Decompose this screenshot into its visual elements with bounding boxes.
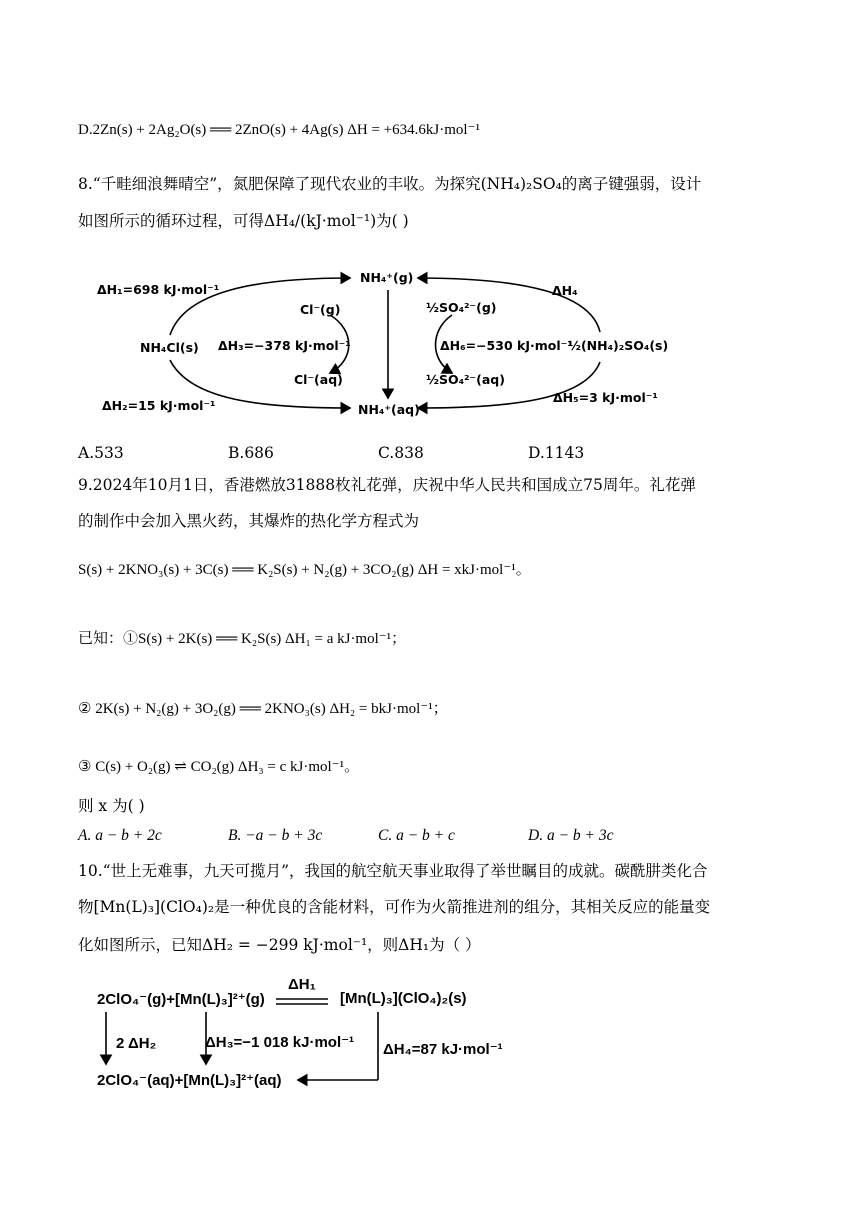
q8-dh1-label: ΔH₁=698 kJ·mol⁻¹ [97, 282, 220, 297]
q10-dh3-label: ΔH₃=−1 018 kJ·mol⁻¹ [205, 1034, 355, 1051]
q8-nh4-aq-label: NH₄⁺(aq) [358, 402, 420, 417]
q10-stem-line2: 物[Mn(L)₃](ClO₄)₂是一种优良的含能材料，可作为火箭推进剂的组分，其相关反应的能量变 [78, 898, 711, 916]
q10-top-right-label: [Mn(L)₃](ClO₄)₂(s) [340, 990, 467, 1007]
q8-cl-aq-label: Cl⁻(aq) [294, 372, 343, 387]
q7-option-d-equation: 2Zn(s) + 2Ag₂O(s) ══ 2ZnO(s) + 4Ag(s) ΔH = +634.6kJ·mol⁻¹ [92, 122, 480, 138]
q10-top-left-label: 2ClO₄⁻(g)+[Mn(L)₃]²⁺(g) [97, 991, 265, 1008]
q8-option-a[interactable]: A.533 [78, 444, 124, 462]
q8-option-d[interactable]: D.1143 [528, 444, 585, 462]
q8-so4-aq-label: ½SO₄²⁻(aq) [426, 372, 505, 387]
q9-option-b[interactable]: B. −a − b + 3c [228, 827, 323, 844]
q10-bottom-label: 2ClO₄⁻(aq)+[Mn(L)₃]²⁺(aq) [97, 1072, 282, 1089]
q8-dh6-label: ΔH₆=−530 kJ·mol⁻¹ [440, 338, 573, 353]
q8-cl-g-label: Cl⁻(g) [300, 302, 341, 317]
q9-stem-line2: 的制作中会加入黑火药，其爆炸的热化学方程式为 [78, 512, 420, 530]
q9-stem-line1: 9.2024年10月1日，香港燃放31888枚礼花弹，庆祝中华人民共和国成立75周年。礼花弹 [78, 476, 696, 494]
q8-stem-line1: 8.“千畦细浪舞晴空”，氮肥保障了现代农业的丰收。为探究(NH₄)₂SO₄的离子键强弱，设计 [78, 175, 702, 193]
q9-equation: S(s) + 2KNO₃(s) + 3C(s) ══ K₂S(s) + N₂(g) + 3CO₂(g) ΔH = xkJ·mol⁻¹。 [78, 562, 531, 578]
q8-dh2-label: ΔH₂=15 kJ·mol⁻¹ [102, 398, 216, 413]
q9-option-c[interactable]: C. a − b + c [378, 827, 455, 844]
q9-known-3: ③ C(s) + O₂(g) ⇌ CO₂(g) ΔH₃ = c kJ·mol⁻¹。 [78, 759, 360, 775]
q8-option-c[interactable]: C.838 [378, 444, 424, 462]
q8-stem-line2: 如图所示的循环过程，可得ΔH₄/(kJ·mol⁻¹)为( ) [78, 212, 409, 230]
q10-dh4-label: ΔH₄=87 kJ·mol⁻¹ [383, 1041, 503, 1058]
q10-dh1-label: ΔH₁ [288, 976, 316, 993]
q10-dh2-label: 2 ΔH₂ [116, 1035, 157, 1052]
q8-nh4cl-label: NH₄Cl(s) [140, 340, 199, 355]
q8-dh5-label: ΔH₅=3 kJ·mol⁻¹ [553, 390, 658, 405]
q9-ask: 则 x 为( ) [78, 797, 145, 815]
q9-known-1: 已知：①S(s) + 2K(s) ══ K₂S(s) ΔH₁ = a kJ·mol⁻¹； [78, 631, 407, 647]
q8-dh3-label: ΔH₃=−378 kJ·mol⁻¹ [218, 338, 351, 353]
q9-option-d[interactable]: D. a − b + 3c [528, 827, 614, 844]
q8-nh4-g-label: NH₄⁺(g) [360, 270, 414, 285]
q9-known-2: ② 2K(s) + N₂(g) + 3O₂(g) ══ 2KNO₃(s) ΔH₂ = bkJ·mol⁻¹； [78, 701, 448, 717]
q9-option-a[interactable]: A. a − b + 2c [78, 827, 162, 844]
q10-stem-line3: 化如图所示，已知ΔH₂ = −299 kJ·mol⁻¹，则ΔH₁为（ ） [78, 936, 481, 954]
q8-nh42so4-label: ½(NH₄)₂SO₄(s) [568, 338, 669, 353]
q10-stem-line1: 10.“世上无难事，九天可揽月”，我国的航空航天事业取得了举世瞩目的成就。碳酰肼类化合 [78, 862, 708, 880]
q8-so4-g-label: ½SO₄²⁻(g) [426, 300, 497, 315]
q8-option-b[interactable]: B.686 [228, 444, 274, 462]
q7-option-d-label: D. [78, 122, 93, 138]
q8-dh4-label: ΔH₄ [552, 283, 578, 298]
